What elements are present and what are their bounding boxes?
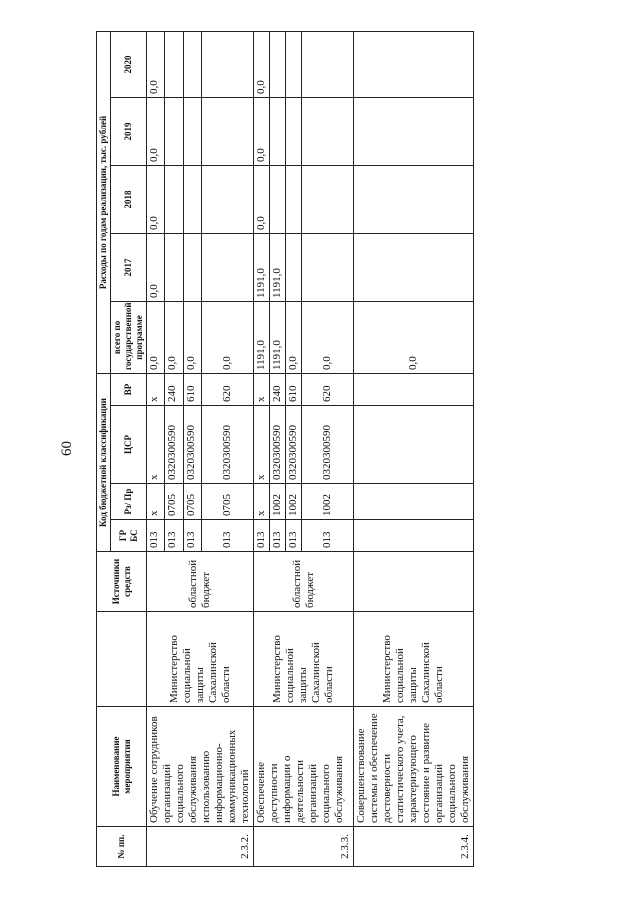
vr-cell: 620 [302, 373, 354, 405]
csr-cell: 0320300590 [302, 406, 354, 484]
y2019-cell: 0,0 [147, 97, 165, 165]
y2017-cell [165, 233, 183, 301]
table-row [354, 31, 474, 866]
y2018-cell [286, 165, 302, 233]
y2017-cell [286, 233, 302, 301]
y2017-cell [354, 233, 474, 301]
y2020-cell [202, 31, 254, 97]
y2020-cell [270, 31, 286, 97]
csr-cell: 0320300590 [202, 406, 254, 484]
total-cell: 0,0 [286, 301, 302, 373]
grbs-cell: 013 [270, 520, 286, 552]
y2020-cell [165, 31, 183, 97]
grbs-cell: 013 [254, 520, 270, 552]
csr-cell: 0320300590 [270, 406, 286, 484]
header-kbk: Код бюджетной классификации [97, 373, 111, 551]
y2018-cell: 0,0 [254, 165, 270, 233]
event-name: Обучение сотрудников организаций социального обслуживания использованию информационно- коммуникационных технологий [147, 707, 254, 827]
vr-cell: 620 [202, 373, 254, 405]
rzpr-cell [354, 484, 474, 520]
grbs-cell: 013 [302, 520, 354, 552]
y2020-cell [183, 31, 201, 97]
y2020-cell [302, 31, 354, 97]
header-source: Источники средств [97, 552, 147, 612]
row-num: 2.3.4. [354, 827, 474, 867]
vr-cell: 240 [165, 373, 183, 405]
grbs-cell: 013 [147, 520, 165, 552]
y2018-cell [202, 165, 254, 233]
y2020-cell [286, 31, 302, 97]
rzpr-cell: 1002 [302, 484, 354, 520]
total-cell: 0,0 [202, 301, 254, 373]
header-2020: 2020 [111, 31, 147, 97]
grbs-cell: 013 [183, 520, 201, 552]
y2019-cell [202, 97, 254, 165]
header-row-1 [97, 31, 111, 866]
y2017-cell: 1191,0 [254, 233, 270, 301]
y2018-cell [270, 165, 286, 233]
page-number: 60 [59, 441, 75, 456]
rzpr-cell: х [254, 484, 270, 520]
y2020-cell [354, 31, 474, 97]
header-name: Наименование мероприятия [97, 707, 147, 827]
header-total: всего по государственной программе [111, 301, 147, 373]
vr-cell [354, 373, 474, 405]
rzpr-cell: 0705 [183, 484, 201, 520]
csr-cell: 0320300590 [286, 406, 302, 484]
header-2018: 2018 [111, 165, 147, 233]
y2019-cell [165, 97, 183, 165]
executor: Министерство социальной защиты Сахалинской области [147, 612, 254, 707]
funding-source: областной бюджет [147, 552, 254, 612]
csr-cell: 0320300590 [165, 406, 183, 484]
header-num: № пп. [97, 827, 147, 867]
y2019-cell [302, 97, 354, 165]
table-container [96, 32, 546, 867]
header-vr: ВР [111, 373, 147, 405]
y2019-cell: 0,0 [254, 97, 270, 165]
y2018-cell [183, 165, 201, 233]
event-name: Совершенствование системы и обеспечение достоверности статистического учета, характеризующего состояние и развитие организаций социального обслуживания [354, 707, 474, 827]
y2017-cell [302, 233, 354, 301]
header-2019: 2019 [111, 97, 147, 165]
y2019-cell [286, 97, 302, 165]
total-cell: 0,0 [302, 301, 354, 373]
y2018-cell: 0,0 [147, 165, 165, 233]
rzpr-cell: х [147, 484, 165, 520]
header-csr: ЦСР [111, 406, 147, 484]
funding-source [354, 552, 474, 612]
header-grbs: ГР БС [111, 520, 147, 552]
vr-cell: 240 [270, 373, 286, 405]
vr-cell: х [254, 373, 270, 405]
grbs-cell: 013 [202, 520, 254, 552]
grbs-cell [354, 520, 474, 552]
y2018-cell [165, 165, 183, 233]
total-cell: 1191,0 [254, 301, 270, 373]
table-row [147, 31, 165, 866]
total-cell: 1191,0 [270, 301, 286, 373]
total-cell: 0,0 [165, 301, 183, 373]
vr-cell: х [147, 373, 165, 405]
total-cell: 0,0 [147, 301, 165, 373]
csr-cell [354, 406, 474, 484]
rzpr-cell: 1002 [286, 484, 302, 520]
funding-source: областной бюджет [254, 552, 354, 612]
grbs-cell: 013 [165, 520, 183, 552]
executor: Министерство социальной защиты Сахалинской области [354, 612, 474, 707]
table-row [254, 31, 270, 866]
csr-cell: х [147, 406, 165, 484]
y2017-cell [183, 233, 201, 301]
rzpr-cell: 0705 [202, 484, 254, 520]
rzpr-cell: 1002 [270, 484, 286, 520]
y2019-cell [183, 97, 201, 165]
y2017-cell: 1191,0 [270, 233, 286, 301]
csr-cell: х [254, 406, 270, 484]
vr-cell: 610 [286, 373, 302, 405]
rzpr-cell: 0705 [165, 484, 183, 520]
row-num: 2.3.2. [147, 827, 254, 867]
y2017-cell [202, 233, 254, 301]
csr-cell: 0320300590 [183, 406, 201, 484]
header-expenses: Расходы по годам реализации, тыс. рублей [97, 31, 111, 373]
header-rzpr: Рз/ Пр [111, 484, 147, 520]
header-2017: 2017 [111, 233, 147, 301]
grbs-cell: 013 [286, 520, 302, 552]
y2020-cell: 0,0 [147, 31, 165, 97]
total-cell: 0,0 [183, 301, 201, 373]
y2019-cell [354, 97, 474, 165]
budget-table [96, 31, 474, 867]
y2018-cell [354, 165, 474, 233]
vr-cell: 610 [183, 373, 201, 405]
executor: Министерство социальной защиты Сахалинской области [254, 612, 354, 707]
event-name: Обеспечение доступности информации о деятельности организаций социального обслуживания [254, 707, 354, 827]
total-cell: 0,0 [354, 301, 474, 373]
header-exec [97, 612, 147, 707]
y2017-cell: 0,0 [147, 233, 165, 301]
y2019-cell [270, 97, 286, 165]
y2020-cell: 0,0 [254, 31, 270, 97]
y2018-cell [302, 165, 354, 233]
row-num: 2.3.3. [254, 827, 354, 867]
